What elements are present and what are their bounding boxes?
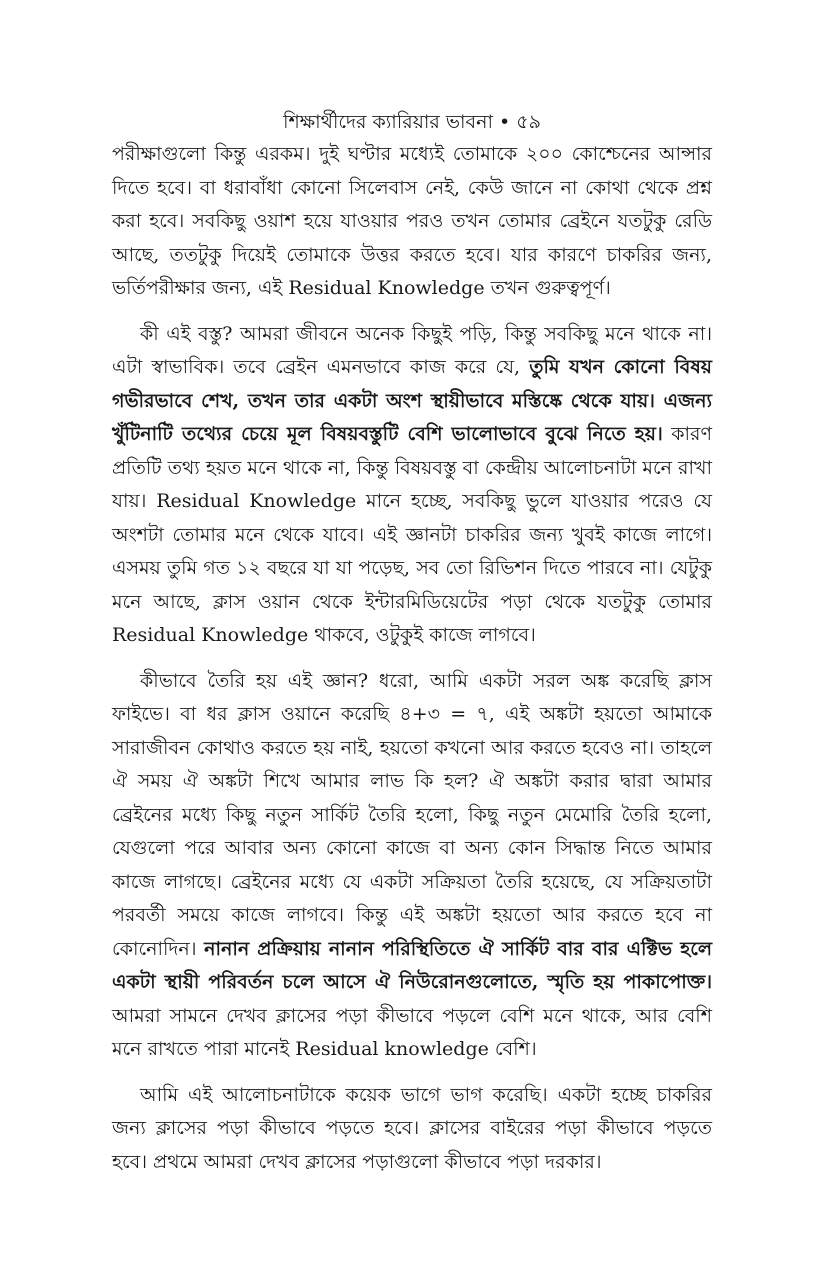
paragraph-text: কারণ প্রতিটি তথ্য হয়ত মনে থাকে না, কিন্তু বিষয়বস্তু বা কেন্দ্রীয় আলোচনাটা মনে রাখা যায়। Residual Knowledge মানে হচ্ছে, সবকিছু ভুলে যাওয়ার পরেও যে অংশটা তোমার মনে থেকে যাবে। এই জ্ঞানটা চাকরির জন্য খুবই কাজে লাগে। এসময় তুমি গত ১২ বছরে যা যা পড়েছ, সব তো রিভিশন দিতে পারবে না। যেটুকু মনে আছে, ক্লাস ওয়ান থেকে ইন্টারমিডিয়েটের পড়া থেকে যতটুকু তোমার Residual Knowledge থাকবে, ওটুকুই কাজে লাগবে। — [112, 423, 712, 646]
book-page — [112, 108, 712, 1179]
paragraph-2 — [112, 318, 712, 653]
paragraph-text: আমি এই আলোচনাটাকে কয়েক ভাগে ভাগ করেছি। একটা হচ্ছে চাকরির জন্য ক্লাসের পড়া কীভাবে পড়তে হবে। ক্লাসের বাইরের পড়া কীভাবে পড়তে হবে। প্রথমে আমরা দেখব ক্লাসের পড়াগুলো কীভাবে পড়া দরকার। — [112, 1083, 712, 1173]
paragraph-3 — [112, 665, 712, 1067]
running-header: শিক্ষার্থীদের ক্যারিয়ার ভাবনা • ৫৯ — [283, 111, 541, 133]
paragraph-text: কীভাবে তৈরি হয় এই জ্ঞান? ধরো, আমি একটা সরল অঙ্ক করেছি ক্লাস ফাইভে। বা ধর ক্লাস ওয়ানে করেছি ৪+৩ = ৭, এই অঙ্কটা হয়তো আমাকে সারাজীবন কোথাও করতে হয় নাই, হয়তো কখনো আর করতে হবেও না। তাহলে ঐ সময় ঐ অঙ্কটা শিখে আমার লাভ কি হল? ঐ অঙ্কটা করার দ্বারা আমার ব্রেইনের মধ্যে কিছু নতুন সার্কিট তৈরি হলো, কিছু নতুন মেমোরি তৈরি হলো, যেগুলো পরে আবার অন্য কোনো কাজে বা অন্য কোন সিদ্ধান্ত নিতে আমার কাজে লাগছে। ব্রেইনের মধ্যে যে একটা সক্রিয়তা তৈরি হয়েছে, যে সক্রিয়তাটা পরবর্তী সময়ে কাজে লাগবে। কিন্তু এই অঙ্কটা হয়তো আর করতে হবে না কোনোদিন। — [112, 669, 712, 960]
paragraph-text: আমরা সামনে দেখব ক্লাসের পড়া কীভাবে পড়লে বেশি মনে থাকে, আর বেশি মনে রাখতে পারা মানেই Residual knowledge বেশি। — [112, 1004, 712, 1060]
bold-emphasis: নানান প্রক্রিয়ায় নানান পরিস্থিতিতে ঐ সার্কিট বার বার এক্টিভ হলে একটা স্থায়ী পরিবর্তন চলে আসে ঐ নিউরোনগুলোতে, স্মৃতি হয় পাকাপোক্ত। — [112, 937, 712, 993]
bold-emphasis: তুমি যখন কোনো বিষয় গভীরভাবে শেখ, তখন তার একটা অংশ স্থায়ীভাবে মস্তিষ্কে থেকে যায়। এজন্য খুঁটিনাটি তথ্যের চেয়ে মূল বিষয়বস্তুটি বেশি ভালোভাবে বুঝে নিতে হয়। — [112, 356, 712, 445]
paragraph-4 — [112, 1079, 712, 1180]
paragraph-1 — [112, 138, 712, 306]
paragraph-text: পরীক্ষাগুলো কিন্তু এরকম। দুই ঘণ্টার মধ্যেই তোমাকে ২০০ কোশ্চেনের আন্সার দিতে হবে। বা ধরাবাঁধা কোনো সিলেবাস নেই, কেউ জানে না কোথা থেকে প্রশ্ন করা হবে। সবকিছু ওয়াশ হয়ে যাওয়ার পরও তখন তোমার ব্রেইনে যতটুকু রেডি আছে, ততটুকু দিয়েই তোমাকে উত্তর করতে হবে। যার কারণে চাকরির জন্য, ভর্তিপরীক্ষার জন্য, এই Residual Knowledge তখন গুরুত্বপূর্ণ। — [112, 143, 712, 299]
paragraph-text: কী এই বস্তু? আমরা জীবনে অনেক কিছুই পড়ি, কিন্তু সবকিছু মনে থাকে না। এটা স্বাভাবিক। তবে ব্রেইন এমনভাবে কাজ করে যে, — [112, 322, 712, 378]
